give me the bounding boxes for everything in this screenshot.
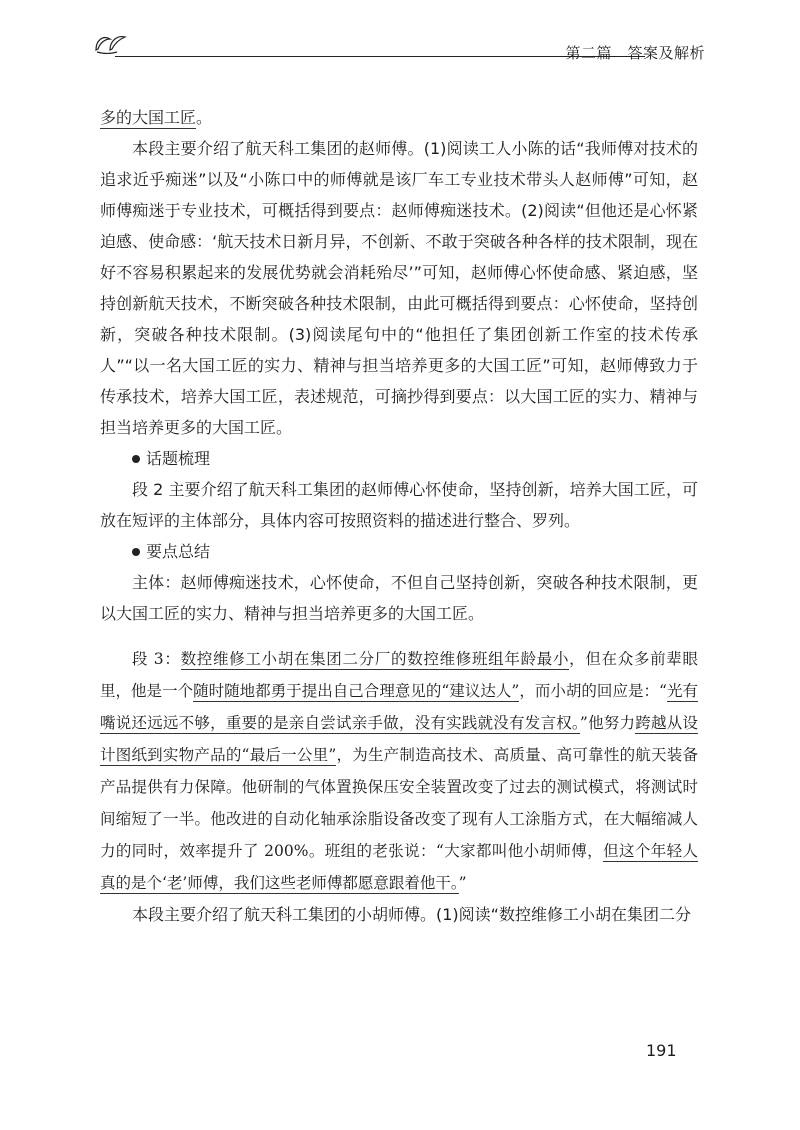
underlined-text: 多的大国工匠 [100,108,197,127]
underlined-text: 光有嘴说还远远不够，重要的是亲自尝试亲手做，没有实践就没有发言权。 [100,682,698,732]
page-header [93,30,705,64]
page-body [100,102,698,930]
underlined-text: 跨越从设计图纸到实物产品的“最后一公里” [100,714,698,764]
topic-paragraph: 段 2 主要介绍了航天科工集团的赵师傅心怀使命，坚持创新，培养大国工匠，可放在短评的主体部分，具体内容可按照资料的描述进行整合、罗列。 [100,480,698,530]
summary-heading: 要点总结 [100,536,698,567]
underlined-text: 随时随地都勇于提出自己合理意见的“建议达人” [193,682,520,700]
analysis-paragraph-hu: 本段主要介绍了航天科工集团的小胡师傅。(1)阅读“数控维修工小胡在集团二分 [132,905,691,924]
source-paragraph-section-3: 段 3：数控维修工小胡在集团二分厂的数控维修班组年龄最小，但在众多前辈眼里，他是一个随时随地都勇于提出自己合理意见的“建议达人”，而小胡的回应是：“光有嘴说还远远不够，重要的是亲自尝试亲手做，没有实践就没有发言权。”他努力跨越从设计图纸到实物产品的“最后一公里”，为生产制造高技术、高质量、高可靠性的航天装备产品提供有力保障。他研制的气体置换保压安全装置改变了过去的测试模式，将测试时间缩短了一半。他改进的自动化轴承涂脂设备改变了现有人工涂脂方式，在大幅缩减人力的同时，效率提升了 200%。班组的老张说：“大家都叫他小胡师傅，但这个年轻人真的是个‘老’师傅，我们这些老师傅都愿意跟着他干。” [100,650,698,892]
analysis-paragraph-zhao: 本段主要介绍了航天科工集团的赵师傅。(1)阅读工人小陈的话“我师傅对技术的追求近乎痴迷”以及“小陈口中的师傅就是该厂车工专业技术带头人赵师傅”可知，赵师傅痴迷于专业技术，可概括得到要点：赵师傅痴迷技术。(2)阅读“但他还是心怀紧迫感、使命感：‘航天技术日新月异，不创新、不敢于突破各种各样的技术限制，现在好不容易积累起来的发展优势就会消耗殆尽’”可知，赵师傅心怀使命感、紧迫感，坚持创新航天技术，不断突破各种技术限制，由此可概括得到要点：心怀使命，坚持创新，突破各种技术限制。(3)阅读尾句中的“他担任了集团创新工作室的技术传承人”“以一名大国工匠的实力、精神与担当培养更多的大国工匠”可知，赵师傅致力于传承技术，培养大国工匠，表述规范，可摘抄得到要点：以大国工匠的实力、精神与担当培养更多的大国工匠。 [100,139,698,437]
topic-heading: 话题梳理 [100,443,698,474]
underlined-text: 数控维修工小胡在集团二分厂的数控维修班组年龄最小 [180,650,570,668]
summary-paragraph: 主体：赵师傅痴迷技术，心怀使命，不但自己坚持创新，突破各种技术限制，更以大国工匠的实力、精神与担当培养更多的大国工匠。 [100,573,698,623]
sprout-leaf-icon [93,30,127,54]
bullet-icon [132,455,140,463]
bullet-icon [132,548,140,556]
underlined-text: 但这个年轻人真的是个‘老’师傅，我们这些老师傅都愿意跟着他干。 [100,842,698,892]
page-number: 191 [646,1041,677,1060]
header-title: 第二篇 答案及解析 [565,44,705,62]
paragraph-continuation: 多的大国工匠。 [100,108,213,127]
